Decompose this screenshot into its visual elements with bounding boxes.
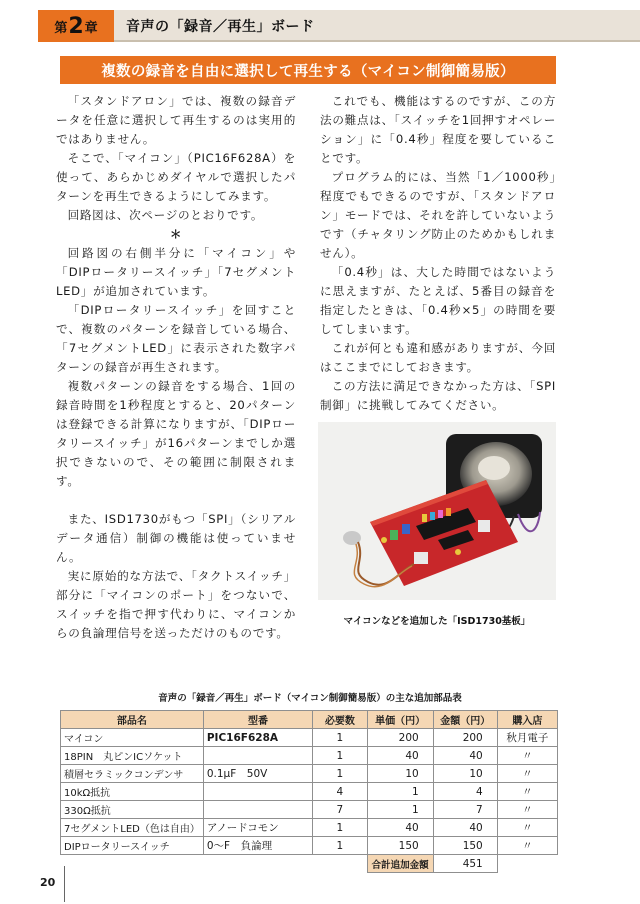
parts-table <box>60 710 558 873</box>
part-shop: 〃 <box>497 837 557 855</box>
part-name: 330Ω抵抗 <box>61 801 204 819</box>
part-model <box>203 783 312 801</box>
part-unit-price: 40 <box>367 819 433 837</box>
part-quantity: 1 <box>313 729 368 747</box>
table-row <box>61 783 558 801</box>
part-model <box>203 801 312 819</box>
board-illustration <box>318 422 556 600</box>
table-total-row <box>61 855 558 873</box>
footer-divider <box>64 866 65 902</box>
part-quantity: 4 <box>313 783 368 801</box>
column-header: 必要数 <box>313 711 368 729</box>
part-quantity: 1 <box>313 747 368 765</box>
part-shop: 秋月電子 <box>497 729 557 747</box>
part-amount: 150 <box>433 837 497 855</box>
page-number: 20 <box>40 876 56 889</box>
total-value: 451 <box>433 855 497 873</box>
paragraph: 「DIPロータリースイッチ」を回すことで、複数のパターンを録音している場合、「7セグメントLED」に表示された数字パターンの録音が再生されます。 <box>56 303 296 374</box>
paragraph: プログラム的には、当然「1／1000秒」程度でもできるのですが、「スタンドアロン」モードでは、それを許していないようです（チャタリング防止のためかもしれません）。 <box>320 170 556 260</box>
part-name: 18PIN 丸ピンICソケット <box>61 747 204 765</box>
paragraph: これが何とも違和感がありますが、今回はここまでにしておきます。 <box>320 341 556 374</box>
paragraph: 回路図は、次ページのとおりです。 <box>67 208 264 222</box>
part-unit-price: 40 <box>367 747 433 765</box>
part-model: 0.1μF 50V <box>203 765 312 783</box>
chapter-title: 音声の「録音／再生」ボード <box>126 19 315 35</box>
part-name: 10kΩ抵抗 <box>61 783 204 801</box>
part-name: 積層セラミックコンデンサ <box>61 765 204 783</box>
paragraph: そこで、「マイコン」（PIC16F628A）を使って、あらかじめダイヤルで選択したパターンを再生できるようにしてみます。 <box>56 151 296 203</box>
part-unit-price: 1 <box>367 783 433 801</box>
paragraph: 複数パターンの録音をする場合、1回の録音時間を1秒程度とすると、20パターンは登録できる計算になりますが、「DIPロータリースイッチ」が16パターンまでしか選択できないので、その範囲に制限されます。 <box>56 379 296 488</box>
section-separator: ＊ <box>169 227 183 241</box>
part-model: 0～F 負論理 <box>203 837 312 855</box>
column-header: 型番 <box>203 711 312 729</box>
part-quantity: 1 <box>313 765 368 783</box>
paragraph: これでも、機能はするのですが、この方法の難点は、「スイッチを1回押すオペレーション」に「0.4秒」程度を要していることです。 <box>320 94 556 165</box>
part-amount: 40 <box>433 747 497 765</box>
left-column <box>56 92 296 643</box>
paragraph: 実に原始的な方法で、「タクトスイッチ」部分に「マイコンのポート」をつないで、スイッチを指で押す代わりに、マイコンからの負論理信号を送っただけのものです。 <box>56 569 296 640</box>
paragraph: 回路図の右側半分に「マイコン」や「DIPロータリースイッチ」「7セグメントLED」が追加されています。 <box>56 246 296 298</box>
paragraph: 「スタンドアロン」では、複数の録音データを任意に選択して再生するのは実用的ではありません。 <box>56 94 296 146</box>
part-quantity: 7 <box>313 801 368 819</box>
part-name: マイコン <box>61 729 204 747</box>
column-header: 部品名 <box>61 711 204 729</box>
part-shop: 〃 <box>497 801 557 819</box>
paragraph: また、ISD1730がもつ「SPI」（シリアルデータ通信）制御の機能は使っていません。 <box>56 512 296 564</box>
table-row <box>61 837 558 855</box>
paragraph: 「0.4秒」は、大した時間ではないように思えますが、たとえば、5番目の録音を指定したときは、「0.4秒×5」の時間を要してしまいます。 <box>320 265 556 336</box>
part-model: アノードコモン <box>203 819 312 837</box>
part-quantity: 1 <box>313 837 368 855</box>
column-header: 単価（円） <box>367 711 433 729</box>
table-row <box>61 819 558 837</box>
chapter-suffix: 章 <box>84 20 98 36</box>
part-name: 7セグメントLED（色は自由） <box>61 819 204 837</box>
part-amount: 4 <box>433 783 497 801</box>
part-unit-price: 150 <box>367 837 433 855</box>
part-amount: 10 <box>433 765 497 783</box>
chapter-number: 2 <box>68 13 84 39</box>
part-quantity: 1 <box>313 819 368 837</box>
paragraph: この方法に満足できなかった方は、「SPI制御」に挑戦してみてください。 <box>320 379 556 412</box>
part-unit-price: 1 <box>367 801 433 819</box>
table-row <box>61 801 558 819</box>
table-row <box>61 729 558 747</box>
part-model: PIC16F628A <box>203 729 312 747</box>
part-unit-price: 10 <box>367 765 433 783</box>
board-photo <box>318 422 556 600</box>
part-shop: 〃 <box>497 765 557 783</box>
part-shop: 〃 <box>497 747 557 765</box>
right-column <box>320 92 556 415</box>
table-title: 音声の「録音／再生」ボード（マイコン制御簡易版）の主な追加部品表 <box>158 693 462 704</box>
table-header-row <box>61 711 558 729</box>
part-name: DIPロータリースイッチ <box>61 837 204 855</box>
photo-caption: マイコンなどを追加した「ISD1730基板」 <box>343 616 531 627</box>
part-shop: 〃 <box>497 819 557 837</box>
part-unit-price: 200 <box>367 729 433 747</box>
column-header: 金額（円） <box>433 711 497 729</box>
paragraph-gap <box>56 491 296 510</box>
chapter-prefix: 第 <box>54 20 68 36</box>
part-shop: 〃 <box>497 783 557 801</box>
part-amount: 40 <box>433 819 497 837</box>
total-label: 合計追加金額 <box>367 855 433 873</box>
part-amount: 200 <box>433 729 497 747</box>
table-row <box>61 765 558 783</box>
part-amount: 7 <box>433 801 497 819</box>
part-model <box>203 747 312 765</box>
chapter-badge <box>38 10 114 42</box>
section-title: 複数の録音を自由に選択して再生する（マイコン制御簡易版） <box>60 56 556 84</box>
table-row <box>61 747 558 765</box>
column-header: 購入店 <box>497 711 557 729</box>
